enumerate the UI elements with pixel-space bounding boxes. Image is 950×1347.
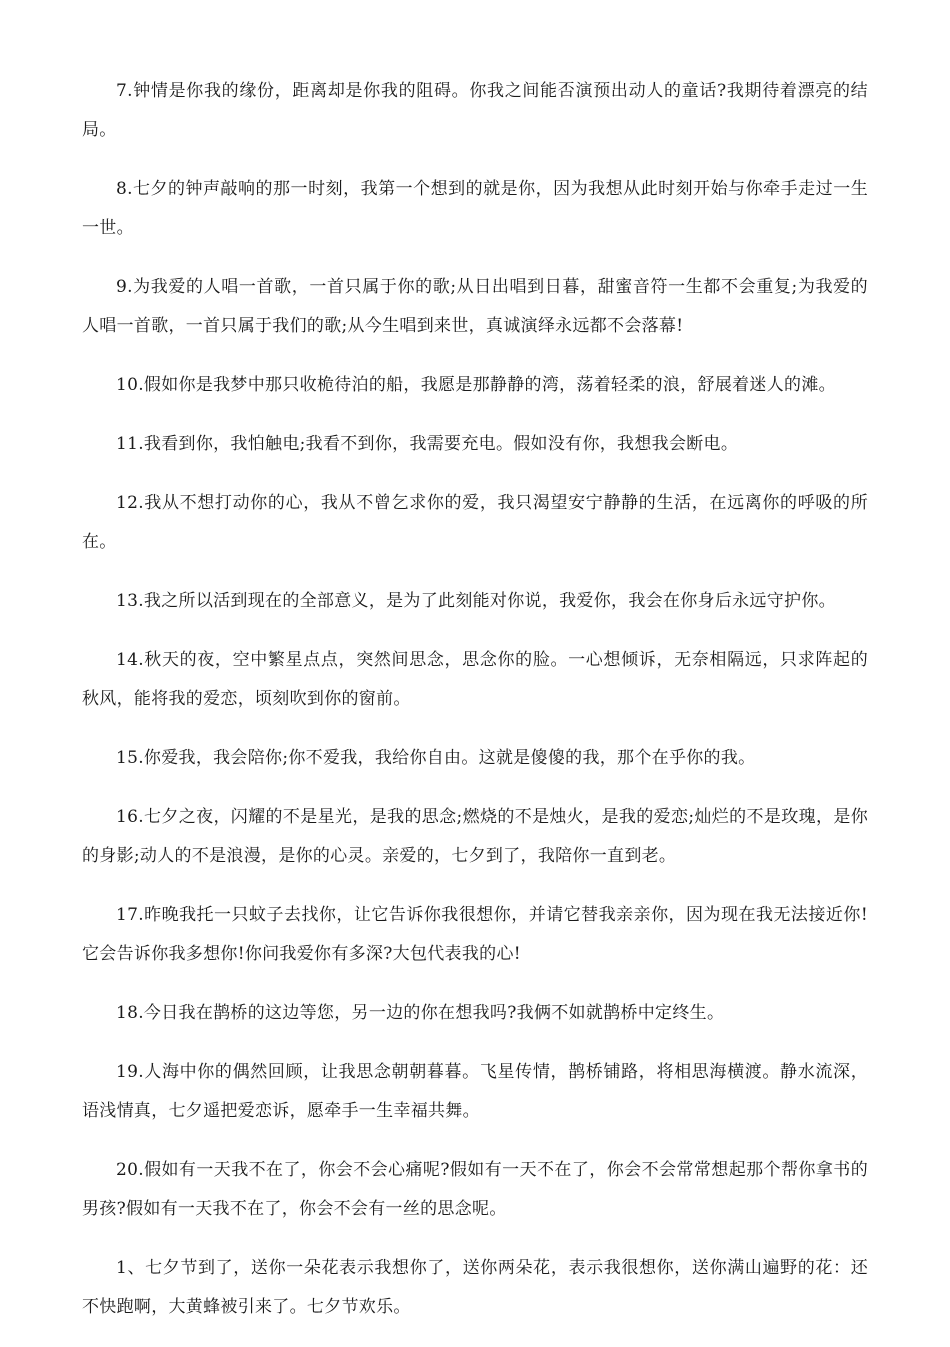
paragraph-8: 8.七夕的钟声敲响的那一时刻，我第一个想到的就是你，因为我想从此时刻开始与你牵手走过一生一世。 bbox=[82, 179, 868, 238]
paragraph-20: 20.假如有一天我不在了，你会不会心痛呢?假如有一天不在了，你会不会常常想起那个帮你拿书的男孩?假如有一天我不在了，你会不会有一丝的思念呢。 bbox=[82, 1160, 868, 1219]
paragraph-18: 18.今日我在鹊桥的这边等您，另一边的你在想我吗?我俩不如就鹊桥中定终生。 bbox=[116, 1003, 725, 1023]
paragraph-15: 15.你爱我，我会陪你;你不爱我，我给你自由。这就是傻傻的我，那个在乎你的我。 bbox=[116, 748, 756, 768]
paragraph-14: 14.秋天的夜，空中繁星点点，突然间思念，思念你的脸。一心想倾诉，无奈相隔远，只求阵起的秋风，能将我的爱恋，顷刻吹到你的窗前。 bbox=[82, 650, 868, 709]
paragraph-13: 13.我之所以活到现在的全部意义，是为了此刻能对你说，我爱你，我会在你身后永远守护你。 bbox=[116, 591, 836, 611]
paragraph-7: 7.钟情是你我的缘份，距离却是你我的阻碍。你我之间能否演预出动人的童话?我期待着漂亮的结局。 bbox=[82, 81, 868, 140]
paragraph-11: 11.我看到你，我怕触电;我看不到你，我需要充电。假如没有你，我想我会断电。 bbox=[116, 434, 739, 454]
paragraph-16: 16.七夕之夜，闪耀的不是星光，是我的思念;燃烧的不是烛火，是我的爱恋;灿烂的不是玫瑰，是你的身影;动人的不是浪漫，是你的心灵。亲爱的，七夕到了，我陪你一直到老。 bbox=[82, 807, 868, 866]
paragraph-17: 17.昨晚我托一只蚊子去找你，让它告诉你我很想你，并请它替我亲亲你，因为现在我无法接近你!它会告诉你我多想你!你问我爱你有多深?大包代表我的心! bbox=[82, 905, 868, 964]
paragraph-10: 10.假如你是我梦中那只收桅待泊的船，我愿是那静静的湾，荡着轻柔的浪，舒展着迷人的滩。 bbox=[116, 375, 836, 395]
paragraph-12: 12.我从不想打动你的心，我从不曾乞求你的爱，我只渴望安宁静静的生活，在远离你的呼吸的所在。 bbox=[82, 493, 868, 552]
paragraph-9: 9.为我爱的人唱一首歌，一首只属于你的歌;从日出唱到日暮，甜蜜音符一生都不会重复;为我爱的人唱一首歌，一首只属于我们的歌;从今生唱到来世，真诚演绎永远都不会落幕! bbox=[82, 277, 868, 336]
paragraph-1: 1、七夕节到了，送你一朵花表示我想你了，送你两朵花，表示我很想你，送你满山遍野的花：还不快跑啊，大黄蜂被引来了。七夕节欢乐。 bbox=[82, 1258, 868, 1317]
paragraph-19: 19.人海中你的偶然回顾，让我思念朝朝暮暮。飞星传情，鹊桥铺路，将相思海横渡。静水流深，语浅情真，七夕遥把爱恋诉，愿牵手一生幸福共舞。 bbox=[82, 1062, 868, 1121]
document-body bbox=[82, 72, 868, 1347]
